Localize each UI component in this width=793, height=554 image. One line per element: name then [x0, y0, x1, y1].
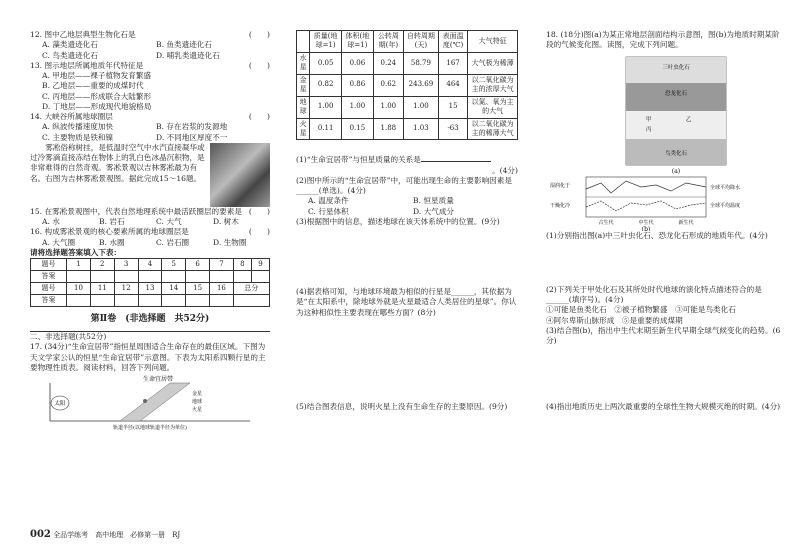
page-number: 002: [30, 529, 51, 540]
cell: 0.15: [342, 118, 374, 140]
right-column: [546, 30, 782, 413]
header-cell: 自转周期(天): [403, 31, 438, 53]
cell: 总分: [233, 283, 269, 295]
cell: 题号: [31, 259, 67, 271]
venus-label: 金星: [192, 391, 203, 398]
header-cell: 大气特征: [468, 31, 518, 53]
cell: 10: [67, 283, 91, 295]
cell: 1: [67, 259, 91, 271]
left-column: [30, 30, 270, 431]
middle-column: [296, 30, 518, 412]
q18-part1: (1)分别指出图(a)中三叶虫化石、恐龙化石形成的地质年代。(4分): [546, 230, 768, 240]
answer-cell[interactable]: [90, 295, 114, 307]
era-label: 中生代: [638, 219, 654, 226]
cell: 0.11: [310, 118, 342, 140]
q17-part1-score: 。(4分): [492, 165, 518, 175]
cell: 题号: [31, 283, 67, 295]
cell: 2: [90, 259, 114, 271]
header-cell: 质量(地球=1): [310, 31, 342, 53]
temp-curve: [586, 201, 706, 211]
table-row: [297, 74, 518, 96]
q15-options: A. 水 B. 岩石 C. 大气 D. 树木: [42, 217, 239, 226]
cell: 5: [162, 259, 186, 271]
answer-cell[interactable]: [138, 295, 162, 307]
cell: 水星: [297, 52, 310, 74]
cell: 以二氧化碳为主的浓厚大气: [468, 74, 518, 96]
answer-cell[interactable]: [114, 295, 138, 307]
stratum-label-yi: 乙: [686, 116, 692, 123]
q16-options: A. 大气圈 B. 水圈 C. 岩石圈 D. 生物圈: [42, 237, 247, 247]
cell: 3: [114, 259, 138, 271]
cell: 0.86: [342, 74, 374, 96]
dry-label: 干燥化冷: [550, 202, 571, 209]
answer-space[interactable]: [296, 227, 518, 287]
stratum-label-jia: 甲: [646, 116, 652, 123]
cell: 167: [438, 52, 467, 74]
answer-cell[interactable]: [210, 271, 234, 283]
q14-options: A. 纵波传播速度加快 B. 存在岩浆的发源地 C. 主要物质是铁和镍 D. 不同地区厚度不一: [42, 122, 228, 142]
q12-stem: 12. 图中乙地层典型生物化石是 ( ): [30, 30, 270, 39]
legend-temp: 全球平均温度: [710, 202, 741, 209]
cell: 4: [138, 259, 162, 271]
answer-cell[interactable]: [67, 271, 91, 283]
mars-label: 火星: [192, 407, 203, 414]
cell: 0.05: [310, 52, 342, 74]
part2-title: 二、非选择题(共52分): [30, 331, 270, 342]
answer-space[interactable]: [296, 318, 518, 402]
era-label: 古生代: [598, 219, 614, 226]
cell: 0.62: [373, 74, 403, 96]
cell: 以二氧化碳为主的稀薄大气: [468, 118, 518, 140]
cell: 243.69: [403, 74, 438, 96]
cell: 1.00: [373, 96, 403, 118]
answer-cell[interactable]: [251, 271, 269, 283]
cell: 16: [210, 283, 234, 295]
habitable-zone-figure: [30, 373, 270, 431]
q12-options: A. 藻类遗迹化石 B. 鱼类遗迹化石 C. 鸟类遗迹化石 D. 哺乳类遗迹化石: [42, 40, 220, 60]
cell: 地球: [297, 96, 310, 118]
answer-cell[interactable]: [114, 271, 138, 283]
planet-table: [296, 30, 518, 140]
cell: 9: [251, 259, 269, 271]
wet-label: 湿润化于: [550, 182, 571, 189]
answer-cell[interactable]: [186, 295, 210, 307]
q13-options: A. 甲地层——裸子植物发育繁盛 B. 乙地层——重要的成煤时代 C. 丙地层——形成联合大陆繁形 D. 丁地层——形成现代地貌格局: [42, 71, 152, 111]
venus-dot: [143, 399, 147, 403]
cell: 6: [186, 259, 210, 271]
cell: 火星: [297, 118, 310, 140]
answer-space[interactable]: [546, 346, 782, 402]
q16-stem: 16. 构成雾凇景观的核心要素所属的地球圈层是 ( ): [30, 227, 270, 237]
q15-stem: 15. 在雾凇景观图中，代表自然地理系统中最活跃圈层的要素是 ( ): [30, 206, 270, 216]
passage: 雾凇俗称树挂，是低温时空气中水汽直接凝华或过冷雾滴直接冻结在物体上的乳白色冰晶沉积物，是非常难得的自然奇观。雾凇景观以吉林雾凇最为有名。右图为吉林雾凇景观图。据此完成15～16题。: [30, 143, 270, 207]
q17-part5: (5)结合图表信息，说明火星上没有生命生存的主要原因。(9分): [296, 401, 508, 411]
q17-part3: (3)根据图中的信息，描述地球在该天体系统中的位置。(9分): [296, 216, 500, 226]
answer-table-title: 请将选择题答案填入下表：: [30, 247, 122, 257]
q17-part2-options: A. 温度条件 B. 恒星质量 C. 行星体积 D. 大气成分: [308, 196, 455, 216]
precip-curve: [586, 181, 706, 193]
cell: 58.79: [403, 52, 438, 74]
q14-stem: 14. 大峡谷所属地球圈层 ( ): [30, 112, 270, 121]
header-cell: 体积(地球=1): [342, 31, 374, 53]
table-row: [297, 118, 518, 140]
q18-figures: [546, 55, 782, 231]
cell: 15: [186, 283, 210, 295]
fig-a-caption: (a): [671, 167, 681, 175]
answer-cell[interactable]: [186, 271, 210, 283]
answer-space[interactable]: [546, 241, 782, 285]
cell: 0.06: [342, 52, 374, 74]
cell: 答案: [31, 295, 67, 307]
answer-cell[interactable]: [233, 295, 269, 307]
fig-title: 生命宜居带: [142, 376, 174, 384]
sun-label: 太阳: [54, 401, 66, 408]
cell: 464: [438, 74, 467, 96]
legend-precip: 全球平均降水: [710, 184, 741, 191]
fossil-label-bird: 鸟类化石: [664, 150, 688, 157]
answer-cell[interactable]: [210, 295, 234, 307]
cell: 7: [210, 259, 234, 271]
cell: 1.00: [310, 96, 342, 118]
cell: 1.00: [403, 96, 438, 118]
cell: 1.00: [342, 96, 374, 118]
fig-b-caption: (b): [641, 225, 651, 231]
stratum-label-bing: 丙: [646, 126, 652, 133]
cell: 11: [90, 283, 114, 295]
cell: 8: [233, 259, 251, 271]
q18-part2: (2)下列关于甲处化石及其所处时代地球的演化特点描述符合的是______(填序号)。(4分): [546, 284, 762, 304]
era-label: 新生代: [678, 219, 694, 226]
q18-stem: 18. (18分)图(a)为某正常地层剖面结构示意图，图(b)为地质时期某阶段的气候变化图。读图，完成下列问题。: [546, 30, 780, 50]
section-title: 第Ⅱ卷 (非选择题 共52分): [90, 314, 210, 324]
fossil-label-dinosaur: 恐龙化石: [664, 90, 688, 97]
header-cell: 表面温度(℃): [438, 31, 467, 53]
cell: 0.82: [310, 74, 342, 96]
cell: 金星: [297, 74, 310, 96]
answer-cell[interactable]: [162, 295, 186, 307]
q18-part4: (4)指出地质历史上两次最重要的全球性生物大规模灭绝的时期。(4分): [546, 402, 781, 412]
cell: 12: [114, 283, 138, 295]
q13-stem: 13. 图示地层所属地质年代特征是 ( ): [30, 60, 270, 70]
cell: 1.03: [403, 118, 438, 140]
fossil-label-trilobite: 三叶虫化石: [662, 64, 690, 71]
cell: 大气极为稀薄: [468, 52, 518, 74]
fig-xlabel: 轨道半径(以地球轨道半径为单位): [113, 425, 187, 432]
answer-cell[interactable]: [67, 295, 91, 307]
header-cell: 公转周期(年): [373, 31, 403, 53]
q18-part3: (3)结合图(b)，指出中生代末期至新生代早期全球气候变化的趋势。(6分): [546, 325, 781, 345]
q17-part2: (2)图中所示的“生命宜居带”中，可能出现生命的主要影响因素是______(单选)。(4分): [296, 175, 512, 196]
q17-part1: (1)“生命宜居带”与恒星质量的关系是: [296, 154, 518, 165]
cell: 以氮、氧为主的大气: [468, 96, 518, 118]
earth-label: 地球: [192, 399, 203, 406]
stratum-low: [626, 111, 726, 139]
table-row: [297, 96, 518, 118]
cell: 13: [138, 283, 162, 295]
table-row: [297, 52, 518, 74]
cell: 1.88: [373, 118, 403, 140]
footer-text: 全品学练考 高中地理 必修第一册 RJ: [53, 531, 181, 539]
q18-part2-option: ①可能是鱼类化石 ②被子植物繁盛 ③可能是鸟类化石: [546, 305, 736, 315]
stratum-mid: [626, 83, 726, 111]
answer-cell[interactable]: [162, 271, 186, 283]
cell: 14: [162, 283, 186, 295]
cell: 15: [438, 96, 467, 118]
cell: 0.24: [373, 52, 403, 74]
cell: 答案: [31, 271, 67, 283]
q17-stem: 17. (34分)“生命宜居带”指恒星周围适合生命存在的最佳区域。下图为天文学家公认的恒星“生命宜居带”示意图。下表为太阳系四颗行星的主要物理性质表。阅读材料，回答下列问题。: [30, 342, 266, 372]
header-cell: [297, 31, 310, 53]
rime-photo: [210, 143, 270, 207]
page-footer: [30, 528, 180, 542]
answer-cell[interactable]: [233, 271, 251, 283]
cell: -63: [438, 118, 467, 140]
q18-part2-option: ④阿尔卑斯山脉形成 ⑤是重要的成煤期: [546, 315, 683, 325]
habitable-band: [120, 383, 190, 421]
answer-cell[interactable]: [90, 271, 114, 283]
answer-blank[interactable]: [421, 154, 491, 162]
answer-cell[interactable]: [138, 271, 162, 283]
q17-part4: (4)据表格可知，与地球环境最为相似的行星是______，其依据为是“在太阳系中，除地球外就是火星最适合人类居住的星球”。你认为这种相似性主要表现在哪些方面？(8分): [296, 287, 517, 317]
answer-table: [30, 258, 270, 307]
